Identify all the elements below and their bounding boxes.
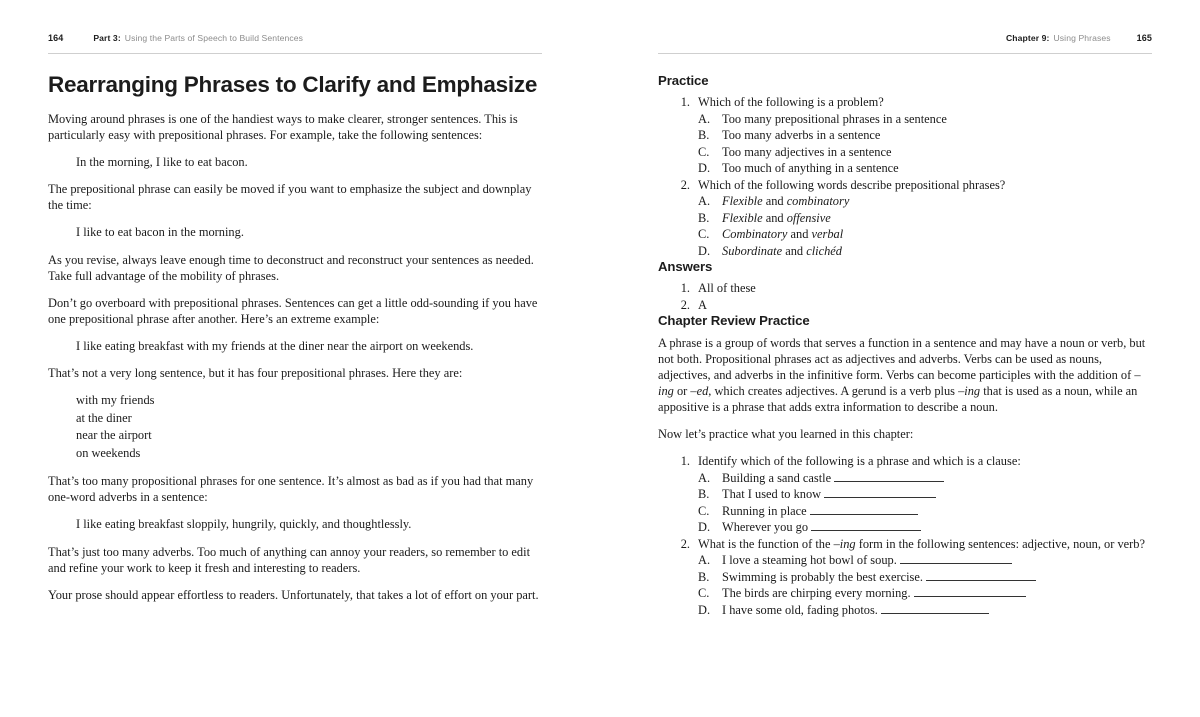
option-letter: C. <box>698 144 710 159</box>
question-text: Which of the following words describe prepositional phrases? <box>698 177 1006 192</box>
answer-blank-line[interactable] <box>926 571 1036 581</box>
option-item <box>698 226 1152 243</box>
phrase-list <box>48 392 542 462</box>
question-number: 2. <box>680 297 690 312</box>
section-heading-answers: Answers <box>658 259 713 275</box>
option-letter: D. <box>698 602 711 617</box>
question-number: 1. <box>680 454 690 469</box>
page-number-left: 164 <box>48 33 64 43</box>
option-item <box>698 602 1152 619</box>
question-text: Identify which of the following is a phrase and which is a clause: <box>698 454 1021 469</box>
running-head-right <box>658 33 1152 46</box>
option-text: Wherever you go <box>722 520 809 535</box>
option-item <box>698 569 1152 586</box>
list-item: with my friends <box>76 393 155 408</box>
option-list <box>698 552 1152 618</box>
paragraph-review-leadin: Now let’s practice what you learned in this chapter: <box>658 427 914 442</box>
option-letter: D. <box>698 243 711 258</box>
section-heading-chapter-review: Chapter Review Practice <box>658 313 810 329</box>
question-item <box>658 453 1152 536</box>
paragraph-revise: As you revise, always leave enough time to deconstruct and reconstruct your sentences as needed. Take full advantage of the mobility of phrases. <box>48 252 534 283</box>
option-letter: B. <box>698 128 710 143</box>
answer-blank-line[interactable] <box>881 604 989 614</box>
question-number: 2. <box>680 177 690 192</box>
list-item: on weekends <box>76 445 141 460</box>
option-item <box>698 111 1152 128</box>
question-number: 2. <box>680 536 690 551</box>
question-item <box>658 280 1152 297</box>
answer-blank-line[interactable] <box>900 554 1012 564</box>
option-text: Running in place <box>722 503 807 518</box>
option-letter: D. <box>698 520 711 535</box>
question-number: 1. <box>680 281 690 296</box>
paragraph-overboard: Don’t go overboard with prepositional phrases. Sentences can get a little odd-sounding if you have one prepositional phrase after another. Here’s an extreme example: <box>48 295 538 326</box>
running-head-chapter-title: Using Phrases <box>1053 33 1111 43</box>
paragraph-four-phrases: That’s not a very long sentence, but it has four prepositional phrases. Here they are: <box>48 366 463 381</box>
example-sentence-1: In the morning, I like to eat bacon. <box>76 155 248 169</box>
option-text: The birds are chirping every morning. <box>722 586 911 601</box>
option-item <box>698 503 1152 520</box>
answer-blank-line[interactable] <box>824 488 936 498</box>
option-item <box>698 193 1152 210</box>
example-sentence-3: I like eating breakfast with my friends at the diner near the airport on weekends. <box>76 339 474 353</box>
option-text: Too many adjectives in a sentence <box>722 144 892 159</box>
practice-question-list <box>658 94 1152 259</box>
question-number: 1. <box>680 95 690 110</box>
option-item <box>698 127 1152 144</box>
option-list <box>698 470 1152 536</box>
option-item <box>698 210 1152 227</box>
option-text: Flexible and combinatory <box>722 194 850 209</box>
answer-blank-line[interactable] <box>914 587 1026 597</box>
option-list <box>698 193 1152 259</box>
question-text: A <box>698 297 707 312</box>
option-text: That I used to know <box>722 487 822 502</box>
option-letter: B. <box>698 487 710 502</box>
section-heading-practice: Practice <box>658 73 709 88</box>
option-letter: A. <box>698 194 711 209</box>
option-letter: A. <box>698 470 711 485</box>
list-item: near the airport <box>76 428 152 443</box>
option-letter: C. <box>698 503 710 518</box>
answer-blank-line[interactable] <box>810 505 918 515</box>
option-letter: D. <box>698 161 711 176</box>
option-letter: B. <box>698 210 710 225</box>
option-letter: C. <box>698 227 710 242</box>
option-item <box>698 585 1152 602</box>
option-item <box>698 470 1152 487</box>
option-letter: A. <box>698 111 711 126</box>
answer-blank-line[interactable] <box>834 472 944 482</box>
answer-blank-line[interactable] <box>811 521 921 531</box>
option-text: Too many prepositional phrases in a sentence <box>722 111 947 126</box>
page-title: Rearranging Phrases to Clarify and Emphasize <box>48 72 538 97</box>
paragraph-effortless: Your prose should appear effortless to readers. Unfortunately, that takes a lot of effort on your part. <box>48 587 539 602</box>
paragraph-intro: Moving around phrases is one of the handiest ways to make clearer, stronger sentences. This is particularly easy with prepositional phrases. For example, take the following sentences: <box>48 111 518 142</box>
question-item <box>658 177 1152 260</box>
option-list <box>698 111 1152 177</box>
option-text: I love a steaming hot bowl of soup. <box>722 553 897 568</box>
option-text: I have some old, fading photos. <box>722 602 878 617</box>
paragraph-too-many: That’s too many propositional phrases for one sentence. It’s almost as bad as if you had that many one-word adverbs in a sentence: <box>48 474 534 505</box>
option-item <box>698 552 1152 569</box>
option-item <box>698 144 1152 161</box>
option-text: Flexible and offensive <box>722 210 831 225</box>
example-sentence-2: I like to eat bacon in the morning. <box>76 225 244 240</box>
answers-list <box>658 280 1152 313</box>
question-item <box>658 94 1152 177</box>
running-head-chapter-label: Chapter 9: <box>1005 33 1050 43</box>
question-text: Which of the following is a problem? <box>698 95 884 110</box>
option-letter: C. <box>698 586 710 601</box>
option-text: Too much of anything in a sentence <box>722 161 899 176</box>
option-item <box>698 243 1152 260</box>
question-text: What is the function of the –ing form in the following sentences: adjective, noun, or verb? <box>698 536 1145 551</box>
list-item: at the diner <box>76 410 132 425</box>
example-sentence-4: I like eating breakfast sloppily, hungrily, quickly, and thoughtlessly. <box>76 517 412 532</box>
paragraph-review-intro: A phrase is a group of words that serves a function in a sentence and may have a noun or verb, but not both. Propositional phrases act as adjectives and adverbs. Verbs can be used as nouns, adjectives, and adverbs in the infinitive form. Verbs can become participles with the addition of –ing or –ed, which creates adjectives. A gerund is a verb plus –ing that is used as a noun, while an appositive is a phrase that adds extra information to describe a noun. <box>658 335 1146 415</box>
right-page <box>600 0 1200 717</box>
question-item <box>658 536 1152 619</box>
option-text: Building a sand castle <box>722 470 832 485</box>
page-number-right: 165 <box>1136 33 1152 43</box>
running-head-part-label: Part 3: <box>93 33 121 43</box>
question-text: All of these <box>698 281 756 296</box>
question-item <box>658 297 1152 314</box>
option-letter: A. <box>698 553 711 568</box>
option-item <box>698 160 1152 177</box>
header-rule-right <box>658 53 1152 54</box>
option-text: Subordinate and clichéd <box>722 243 842 258</box>
running-head-left <box>48 33 542 46</box>
running-head-part-title: Using the Parts of Speech to Build Sentences <box>124 33 304 43</box>
option-item <box>698 486 1152 503</box>
option-text: Too many adverbs in a sentence <box>722 128 881 143</box>
paragraph-too-many-adverbs: That’s just too many adverbs. Too much of anything can annoy your readers, so remember to edit and refine your work to keep it fresh and interesting to readers. <box>48 544 531 575</box>
header-rule-left <box>48 53 542 54</box>
review-question-list <box>658 453 1152 618</box>
option-letter: B. <box>698 569 710 584</box>
option-item <box>698 519 1152 536</box>
paragraph-move-phrase: The prepositional phrase can easily be moved if you want to emphasize the subject and downplay the time: <box>48 182 532 213</box>
option-text: Combinatory and verbal <box>722 227 844 242</box>
option-text: Swimming is probably the best exercise. <box>722 569 923 584</box>
